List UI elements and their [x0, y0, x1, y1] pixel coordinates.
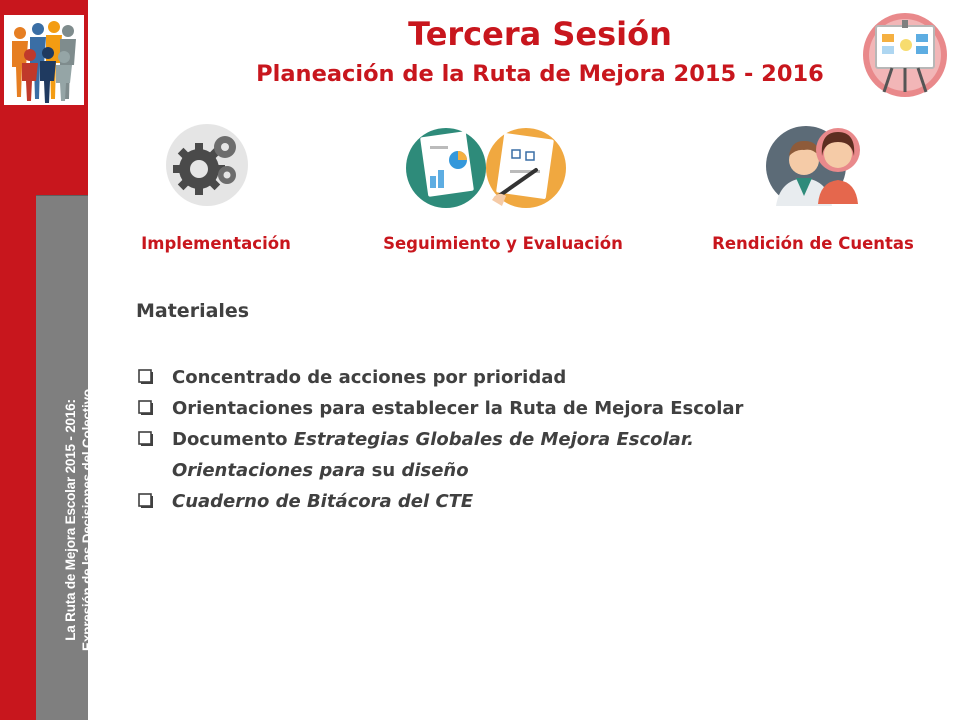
materials-list [136, 362, 836, 517]
sidebar-caption-line-1: La Ruta de Mejora Escolar 2015 - 2016: [63, 399, 78, 641]
stage-label-implementacion: Implementación [141, 234, 291, 253]
material-item-text: Concentrado de acciones por prioridad [172, 367, 567, 388]
slide-subtitle: Planeación de la Ruta de Mejora 2015 - 2016 [256, 61, 824, 87]
material-item-line2-a: Orientaciones para [172, 460, 366, 481]
list-item [136, 486, 836, 517]
materials-heading: Materiales [136, 300, 250, 322]
group-of-people-icon [4, 15, 84, 105]
stage-label-rendicion: Rendición de Cuentas [712, 234, 914, 253]
sidebar-caption-line-2: Expresión de las Decisiones del Colectivo [80, 389, 95, 651]
checkbox-icon [138, 400, 155, 417]
material-item-title: Estrategias Globales de Mejora Escolar. [293, 429, 694, 450]
checkbox-icon [138, 493, 155, 510]
material-item-line2-plain: su [365, 460, 402, 481]
reports-analysis-icon [404, 126, 568, 210]
slide-title: Tercera Sesión [408, 15, 672, 53]
presentation-board-icon [862, 12, 948, 98]
material-item-prefix: Documento [172, 429, 294, 450]
material-item-text: Orientaciones para establecer la Ruta de Mejora Escolar [172, 398, 744, 419]
list-item [136, 393, 836, 424]
stage-label-seguimiento: Seguimiento y Evaluación [383, 234, 623, 253]
checkbox-icon [138, 369, 155, 386]
list-item [136, 424, 836, 486]
two-people-icon [766, 120, 862, 210]
checkbox-icon [138, 431, 155, 448]
sidebar-vertical-caption [62, 350, 96, 690]
material-item-text: Cuaderno de Bitácora del CTE [172, 491, 474, 512]
list-item [136, 362, 836, 393]
gears-icon [165, 123, 249, 207]
material-item-line2-b: diseño [401, 460, 469, 481]
